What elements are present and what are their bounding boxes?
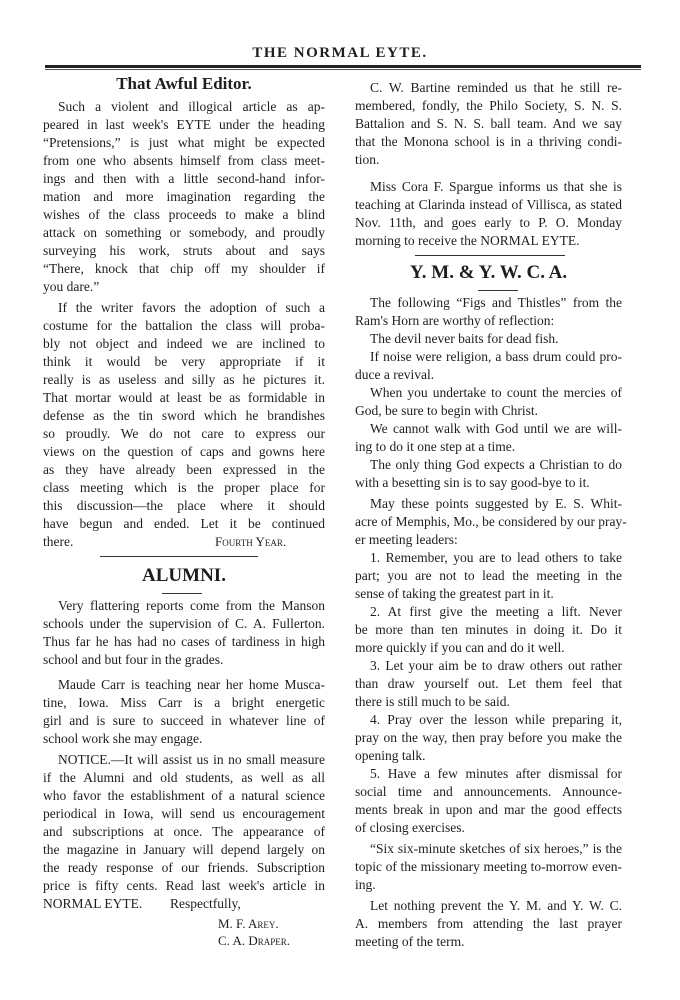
text-line: ments break in upon and mar the good effects — [355, 802, 622, 817]
text-line: from one who absents himself from class meet- — [43, 153, 325, 168]
text-line: topic of the missionary meeting to-morrow even- — [355, 859, 622, 874]
title-underline — [162, 593, 202, 594]
text-line: social time and announcements. Announce- — [355, 784, 622, 799]
text-line: bly not object and indeed we are inclined to — [43, 336, 325, 351]
text-line: sense of taking the greatest part in it. — [355, 586, 554, 601]
text-line: acre of Memphis, Mo., be considered by our pray- — [355, 514, 627, 529]
text-line: more quickly if you can and do it well. — [355, 640, 565, 655]
text-line: and subscriptions at once. The appearance of — [43, 824, 325, 839]
paragraph — [355, 420, 622, 456]
text-line: 4. Pray over the lesson while preparing it, — [370, 712, 622, 727]
text-line: Ram's Horn are worthy of reflection: — [355, 313, 555, 328]
paragraph — [355, 603, 622, 657]
text-line: mation and more imagination regarding the — [43, 189, 325, 204]
text-line: surveying his work, struts about and says — [43, 243, 325, 258]
text-line: The devil never baits for dead fish. — [370, 331, 559, 346]
text-line: “Pretensions,” is just what might be expected — [43, 135, 325, 150]
text-line: periodical in Iowa, will send us encouragement — [43, 806, 325, 821]
text-line: than draw yourself out. Let them feel that — [355, 676, 622, 691]
text-line: teaching at Clarinda instead of Villisca, as stated — [355, 197, 622, 212]
text-line: there. — [43, 534, 74, 549]
text-line: be more than ten minutes in doing it. Do it — [355, 622, 622, 637]
title-underline — [478, 290, 518, 291]
paragraph — [355, 711, 622, 765]
text-line: ing to do it one step at a time. — [355, 439, 516, 454]
text-line: Nov. 11th, and goes early to P. O. Monday — [355, 215, 622, 230]
text-line: membered, fondly, the Philo Society, S. N. S. — [355, 98, 622, 113]
text-line: Miss Cora F. Spargue informs us that she is — [370, 179, 622, 194]
text-line: Maude Carr is teaching near her home Musca- — [58, 677, 325, 692]
alumni-cont-para-1 — [355, 79, 622, 169]
text-line: if the Alumni and old students, as well as all — [43, 770, 325, 785]
text-line: so proudly. We do not care to express our — [43, 426, 325, 441]
text-line: NOTICE.—It will assist us in no small measure — [58, 752, 325, 767]
text-line: 2. At first give the meeting a lift. Never — [370, 604, 622, 619]
alumni-para-2 — [43, 676, 325, 748]
article-editor-para-2 — [43, 299, 325, 551]
text-line: ing. — [355, 877, 376, 892]
paragraph — [355, 495, 627, 549]
text-line: the ready response of our friends. Subscription — [43, 860, 325, 875]
text-line: If noise were religion, a bass drum could pro- — [370, 349, 622, 364]
text-line: views on the question of caps and gowns here — [43, 444, 325, 459]
article-editor-signature: Fourth Year. — [215, 534, 287, 549]
text-line: Battalion and S. N. S. ball team. And we say — [355, 116, 622, 131]
text-line: tion. — [355, 152, 380, 167]
section-divider — [100, 556, 258, 557]
text-line: duce a revival. — [355, 367, 435, 382]
text-line: you dare.” — [43, 279, 100, 294]
text-line: The following “Figs and Thistles” from the — [370, 295, 622, 310]
text-line: have begun and ended. Let it be continued — [43, 516, 325, 531]
text-line: If the writer favors the adoption of such a — [58, 300, 325, 315]
signer-1: M. F. Arey. — [218, 916, 279, 931]
text-line: Very flattering reports come from the Manson — [58, 598, 325, 613]
text-line: this discussion—the place where it should — [43, 498, 325, 513]
text-line: ings and then with a little second-hand infor- — [43, 171, 325, 186]
text-line: schools under the supervision of C. A. Fullerton. — [43, 616, 325, 631]
text-line: Thus far he has had no cases of tardiness in high — [43, 634, 325, 649]
text-line: Let nothing prevent the Y. M. and Y. W. C. — [370, 898, 622, 913]
text-line: with a besetting sin is to say good-bye to it. — [355, 475, 590, 490]
text-line: “There, knock that chip off my shoulder if — [43, 261, 325, 276]
text-line: When you undertake to count the mercies of — [370, 385, 622, 400]
text-line: May these points suggested by E. S. Whit- — [370, 496, 622, 511]
text-line: the magazine in January will depend largely on — [43, 842, 325, 857]
text-line: A. members from attending the last prayer — [355, 916, 622, 931]
text-line: That mortar would at least be as formidable in — [43, 390, 325, 405]
paragraph — [355, 384, 622, 420]
text-line: morning to receive the NORMAL EYTE. — [355, 233, 580, 248]
article-editor-para-1 — [43, 98, 325, 296]
paragraph — [355, 330, 622, 348]
text-line: er meeting leaders: — [355, 532, 458, 547]
alumni-para-1 — [43, 597, 325, 669]
masthead-rule — [45, 65, 641, 70]
text-line: class meeting which is the proper place for — [43, 480, 325, 495]
text-line: wishes of the class proceeds to make a blind — [43, 207, 325, 222]
text-line: think it would be very appropriate if it — [43, 354, 325, 369]
text-line: attack on something or somebody, and proudly — [43, 225, 325, 240]
notice-closing: Respectfully, — [170, 896, 241, 911]
text-line: Such a violent and illogical article as ap- — [58, 99, 325, 114]
paragraph — [355, 840, 622, 894]
text-line: costume for the battalion the class will proba- — [43, 318, 325, 333]
text-line: who favor the establishment of a natural science — [43, 788, 325, 803]
text-line: 1. Remember, you are to lead others to take — [370, 550, 622, 565]
text-line: of closing exercises. — [355, 820, 465, 835]
text-line: meeting of the term. — [355, 934, 465, 949]
text-line: school and but four in the grades. — [43, 652, 224, 667]
text-line: there is still much to be said. — [355, 694, 510, 709]
text-line: price is fifty cents. Read last week's article in — [43, 878, 325, 893]
paragraph — [355, 348, 622, 384]
text-line: peared in last week's EYTE under the heading — [43, 117, 325, 132]
text-line: pray on the way, then pray before you make the — [355, 730, 622, 745]
paragraph — [355, 897, 622, 951]
text-line: really is as useless and silly as he pictures it. — [43, 372, 325, 387]
text-line: “Six six-minute sketches of six heroes,” is the — [370, 841, 622, 856]
text-line: 5. Have a few minutes after dismissal for — [370, 766, 622, 781]
section-title-alumni: ALUMNI. — [142, 565, 226, 586]
paragraph — [355, 294, 622, 330]
text-line: NORMAL EYTE. — [43, 896, 143, 911]
paragraph — [355, 456, 622, 492]
text-line: God, be sure to begin with Christ. — [355, 403, 538, 418]
text-line: tine, Iowa. Miss Carr is a bright energetic — [43, 695, 325, 710]
text-line: defense as the tin sword which he brandishes — [43, 408, 325, 423]
article-title-editor: That Awful Editor. — [116, 74, 252, 93]
signer-2: C. A. Draper. — [218, 933, 290, 948]
paragraph — [355, 657, 622, 711]
paragraph — [355, 765, 622, 837]
section-divider — [415, 255, 565, 256]
text-line: that the Monona school is in a thriving condi- — [355, 134, 622, 149]
masthead-title: THE NORMAL EYTE. — [252, 45, 428, 61]
text-line: We cannot walk with God until we are will- — [370, 421, 622, 436]
paragraph — [355, 549, 622, 603]
text-line: opening talk. — [355, 748, 426, 763]
text-line: school work she may engage. — [43, 731, 203, 746]
text-line: girl and is sure to succeed in whatever line of — [43, 713, 325, 728]
text-line: The only thing God expects a Christian to do — [370, 457, 622, 472]
alumni-notice — [43, 751, 325, 913]
ymca-body — [355, 294, 627, 951]
alumni-cont-para-2 — [355, 178, 622, 250]
text-line: part; you are not to lead the meeting in the — [355, 568, 622, 583]
section-title-ymca: Y. M. & Y. W. C. A. — [409, 262, 568, 283]
text-line: 3. Let your aim be to draw others out rather — [370, 658, 622, 673]
text-line: as they have already been expressed in the — [43, 462, 325, 477]
text-line: C. W. Bartine reminded us that he still re- — [370, 80, 622, 95]
